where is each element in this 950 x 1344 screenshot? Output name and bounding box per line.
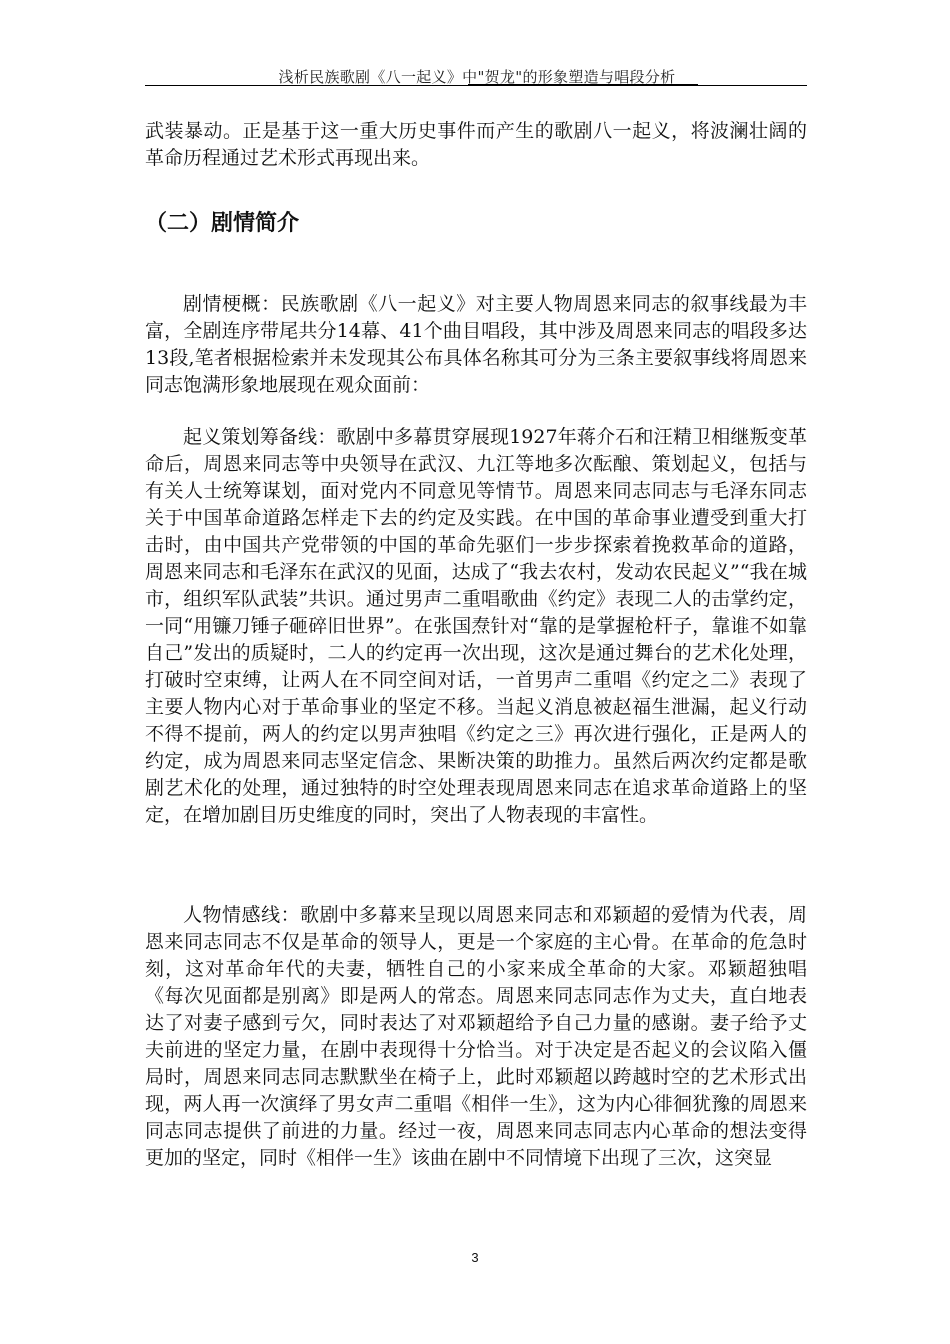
paragraph-emotion-line: 人物情感线：歌剧中多幕来呈现以周恩来同志和邓颖超的爱情为代表，周恩来同志同志不仅是革命的领导人，更是一个家庭的主心骨。在革命的危急时刻，这对革命年代的夫妻，牺牲自己的小家来成全革命的大家。邓颖超独唱《每次见面都是别离》即是两人的常态。周恩来同志同志作为丈夫，直白地表达了对妻子感到亏欠，同时表达了对邓颖超给予自己力量的感谢。妻子给予丈夫前进的坚定力量，在剧中表现得十分恰当。对于决定是否起义的会议陷入僵局时，周恩来同志同志默默坐在椅子上，此时邓颖超以跨越时空的艺术形式出现，两人再一次演绎了男女声二重唱《相伴一生》，这为内心徘徊犹豫的周恩来同志同志提供了前进的力量。经过一夜，周恩来同志同志内心革命的想法变得更加的坚定，同时《相伴一生》该曲在剧中不同情境下出现了三次，这突显 (145, 904, 807, 1169)
section-heading: （二）剧情简介 (145, 211, 300, 236)
paragraph-plot-summary: 剧情梗概：民族歌剧《八一起义》对主要人物周恩来同志的叙事线最为丰富，全剧连序带尾共分14幕、41个曲目唱段，其中涉及周恩来同志的唱段多达13段,笔者根据检索并未发现其公布具体名称其可分为三条主要叙事线将周恩来同志饱满形象地展现在观众面前： (145, 293, 807, 396)
page-number: 3 (471, 1250, 479, 1265)
running-header: 浅析民族歌剧《八一起义》中"贺龙"的形象塑造与唱段分析 (278, 68, 676, 86)
header-rule-accent (468, 84, 698, 86)
paragraph-planning-line: 起义策划筹备线：歌剧中多幕贯穿展现1927年蒋介石和汪精卫相继叛变革命后，周恩来同志等中央领导在武汉、九江等地多次酝酿、策划起义，包括与有关人士统筹谋划，面对党内不同意见等情节。周恩来同志同志与毛泽东同志关于中国革命道路怎样走下去的约定及实践。在中国的革命事业遭受到重大打击时，由中国共产党带领的中国的革命先驱们一步步探索着挽救革命的道路，周恩来同志和毛泽东在武汉的见面，达成了“我去农村，发动农民起义”“我在城市，组织军队武装”共识。通过男声二重唱歌曲《约定》表现二人的击掌约定，一同“用镰刀锤子砸碎旧世界”。在张国焘针对“靠的是掌握枪杆子，靠谁不如靠自己”发出的质疑时，二人的约定再一次出现，这次是通过舞台的艺术化处理，打破时空束缚，让两人在不同空间对话，一首男声二重唱《约定之二》表现了主要人物内心对于革命事业的坚定不移。当起义消息被赵福生泄漏，起义行动不得不提前，两人的约定以男声独唱《约定之三》再次进行强化，正是两人的约定，成为周恩来同志坚定信念、果断决策的助推力。虽然后两次约定都是歌剧艺术化的处理，通过独特的时空处理表现周恩来同志在追求革命道路上的坚定，在增加剧目历史维度的同时，突出了人物表现的丰富性。 (145, 426, 807, 826)
intro-paragraph: 武装暴动。正是基于这一重大历史事件而产生的歌剧八一起义，将波澜壮阔的革命历程通过艺术形式再现出来。 (145, 120, 807, 169)
